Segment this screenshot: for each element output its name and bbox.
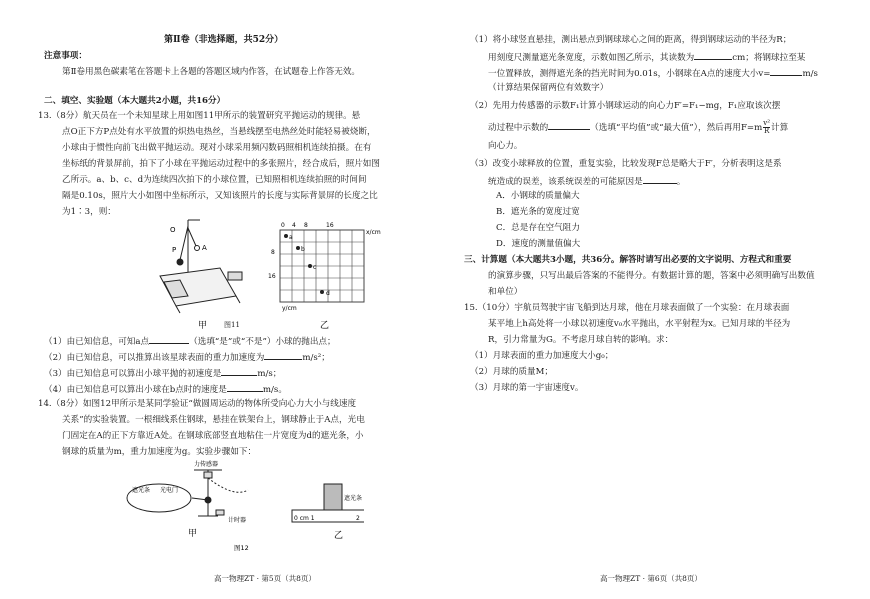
q14-step1-line3: 一位置释放，测得遮光条的挡光时间为0.01s，小钢球在A点的速度大小v= m/s xyxy=(488,66,818,80)
answer-blank[interactable] xyxy=(770,66,802,76)
point-a: a xyxy=(289,234,293,241)
label-O: O xyxy=(170,226,176,234)
answer-blank[interactable] xyxy=(548,120,590,130)
ruler-tick: 2 xyxy=(356,515,360,522)
fig11-caption: 图11 xyxy=(224,321,240,329)
label-timer: 计时器 xyxy=(228,517,247,524)
answer-blank[interactable] xyxy=(643,174,677,184)
fig11-left-label: 甲 xyxy=(198,321,208,331)
q14-step1-line2: 用刻度尺测量遮光条宽度，示数如图乙所示，其读数为 cm；将钢球拉至某 xyxy=(488,50,805,64)
q13-sub1: （1）由已知信息，可知a点 （选填“是”或“不是”）小球的抛出点； xyxy=(44,334,336,348)
tick-x: 0 xyxy=(281,222,285,229)
q14-line: 14.（8分）如图12甲所示是某同学验证“做圆周运动的物体所受向心力大小与线速度 xyxy=(38,399,357,409)
q14-step2-line3: 向心力。 xyxy=(488,141,523,151)
q14-line: 关系”的实验装置。一根细线系住钢球，悬挂在铁架台上，钢球静止于A点，光电 xyxy=(62,415,365,425)
section3-line2: 的演算步骤，只写出最后答案的不能得分。有数据计算的题，答案中必须明确写出数值 xyxy=(488,271,815,281)
q14-step2: （2）先用力传感器的示数F₁计算小钢球运动的向心力F′=F₁−mg，F₁应取该次摆 xyxy=(470,101,781,111)
q13-line: 13.（8分）航天员在一个未知星球上用如图11甲所示的装置研究平抛运动的规律。悬 xyxy=(38,111,361,121)
answer-blank[interactable] xyxy=(221,366,257,376)
answer-blank[interactable] xyxy=(227,382,263,392)
notice-body: 第Ⅱ卷用黑色碳素笔在答题卡上各题的答题区域内作答，在试题卷上作答无效。 xyxy=(62,67,361,77)
q15-line: 15.（10分）宇航员驾驶宇宙飞船到达月球，他在月球表面做了一个实验：在月球表面 xyxy=(464,303,790,313)
point-c: c xyxy=(313,264,317,271)
point-b: b xyxy=(301,246,305,253)
section3-line3: 和单位） xyxy=(488,287,523,297)
q15-sub1: （1）月球表面的重力加速度大小g₀； xyxy=(470,351,614,361)
page-footer: 高一物理ZT · 第6页（共8页） xyxy=(600,574,702,583)
q13-sub3: （3）由已知信息可以算出小球平抛的初速度是 m/s； xyxy=(44,366,281,380)
answer-blank[interactable] xyxy=(694,50,732,60)
answer-blank[interactable] xyxy=(149,334,189,344)
tick-y: 8 xyxy=(271,249,275,256)
ruler-tick: 0 cm 1 xyxy=(294,515,315,522)
q13-line: 隔是0.10s，照片大小如图中坐标所示，又知该照片的长度与实际背景屏的长度之比 xyxy=(62,191,378,201)
q15-line: 某平地上h高处将一小球以初速度v₀水平抛出，水平射程为x。已知月球的半径为 xyxy=(488,319,791,329)
point-d: d xyxy=(326,290,330,297)
fig12-right-label: 乙 xyxy=(334,531,344,541)
axis-y-label: y/cm xyxy=(282,305,297,312)
label-P: P xyxy=(172,246,177,254)
q15-line: R，引力常量为G。不考虑月球自转的影响。求： xyxy=(488,335,674,345)
section2-title: 二、填空、实验题（本大题共2小题，共16分） xyxy=(44,96,226,106)
axis-x-label: x/cm xyxy=(366,229,381,236)
label-shade-2: 遮光条 xyxy=(344,495,363,502)
option-b: B．遮光条的宽度过宽 xyxy=(496,207,580,217)
q14-step2-line2: 动过程中示数的 （选填“平均值”或“最大值”），然后再用F=m $\frac{\text{v²}}{R}$ 计算 xyxy=(488,119,789,135)
tick-x: 16 xyxy=(326,222,334,229)
q14-step1: （1）将小球竖直悬挂，测出悬点到钢球球心之间的距离，得到钢球运动的半径为R； xyxy=(470,35,792,45)
q13-line: 坐标纸的背景屏前，拍下了小球在平抛运动过程中的多张照片，经合成后，照片如图 xyxy=(62,159,380,169)
label-A: A xyxy=(202,244,207,252)
option-a: A．小钢球的质量偏大 xyxy=(496,191,580,201)
option-d: D．速度的测量值偏大 xyxy=(496,239,581,249)
q13-line: 点O正下方P点处有水平放置的炽热电热丝，当悬线摆至电热丝处时能轻易被烧断， xyxy=(62,127,376,137)
tick-x: 4 xyxy=(292,222,296,229)
q14-step1-line4: （计算结果保留两位有效数字） xyxy=(488,83,609,93)
q14-step3-line2: 统造成的误差，该系统误差的可能原因是 。 xyxy=(488,174,685,188)
fig11-right-label: 乙 xyxy=(320,321,330,331)
q13-line: 为1∶3，则： xyxy=(62,207,116,217)
section-title: 第Ⅱ卷（非选择题，共52分） xyxy=(164,35,284,45)
q13-line: 小球由于惯性向前飞出做平抛运动。现对小球采用频闪数码照相机连续拍摄。在有 xyxy=(62,143,372,153)
option-c: C．总是存在空气阻力 xyxy=(496,223,580,233)
q15-sub2: （2）月球的质量M； xyxy=(470,367,554,377)
page-footer: 高一物理ZT · 第5页（共8页） xyxy=(214,574,316,583)
q14-line: 门固定在A的正下方靠近A处。在钢球底部竖直地粘住一片宽度为d的遮光条，小 xyxy=(62,431,364,441)
fig12-caption: 图12 xyxy=(234,544,249,552)
q14-step3: （3）改变小球释放的位置，重复实验，比较发现F总是略大于F′，分析表明这是系 xyxy=(470,159,782,169)
q13-line: 乙所示。a、b、c、d为连续四次拍下的小球位置，已知照相机连续拍照的时间间 xyxy=(62,175,367,185)
tick-y: 16 xyxy=(268,273,276,280)
section3-title: 三、计算题（本大题共3小题，共36分。解答时请写出必要的文字说明、方程式和重要 xyxy=(464,255,792,265)
label-photogate: 光电门 xyxy=(160,487,179,494)
tick-x: 8 xyxy=(304,222,308,229)
q13-sub2: （2）由已知信息，可以推算出该星球表面的重力加速度为 m/s²； xyxy=(44,350,330,364)
label-shade: 遮光条 xyxy=(132,487,151,494)
q14-line: 钢球的质量为m，重力加速度为g。实验步骤如下： xyxy=(62,447,257,457)
answer-blank[interactable] xyxy=(264,350,302,360)
figure-12 xyxy=(124,458,364,558)
q13-sub4: （4）由已知信息可以算出小球在b点时的速度是 m/s。 xyxy=(44,382,287,396)
notice-heading: 注意事项： xyxy=(44,51,87,61)
figure-11 xyxy=(140,218,410,338)
fig12-left-label: 甲 xyxy=(188,529,198,539)
q15-sub3: （3）月球的第一宇宙速度v。 xyxy=(470,383,584,393)
label-force-sensor: 力传感器 xyxy=(194,461,219,468)
